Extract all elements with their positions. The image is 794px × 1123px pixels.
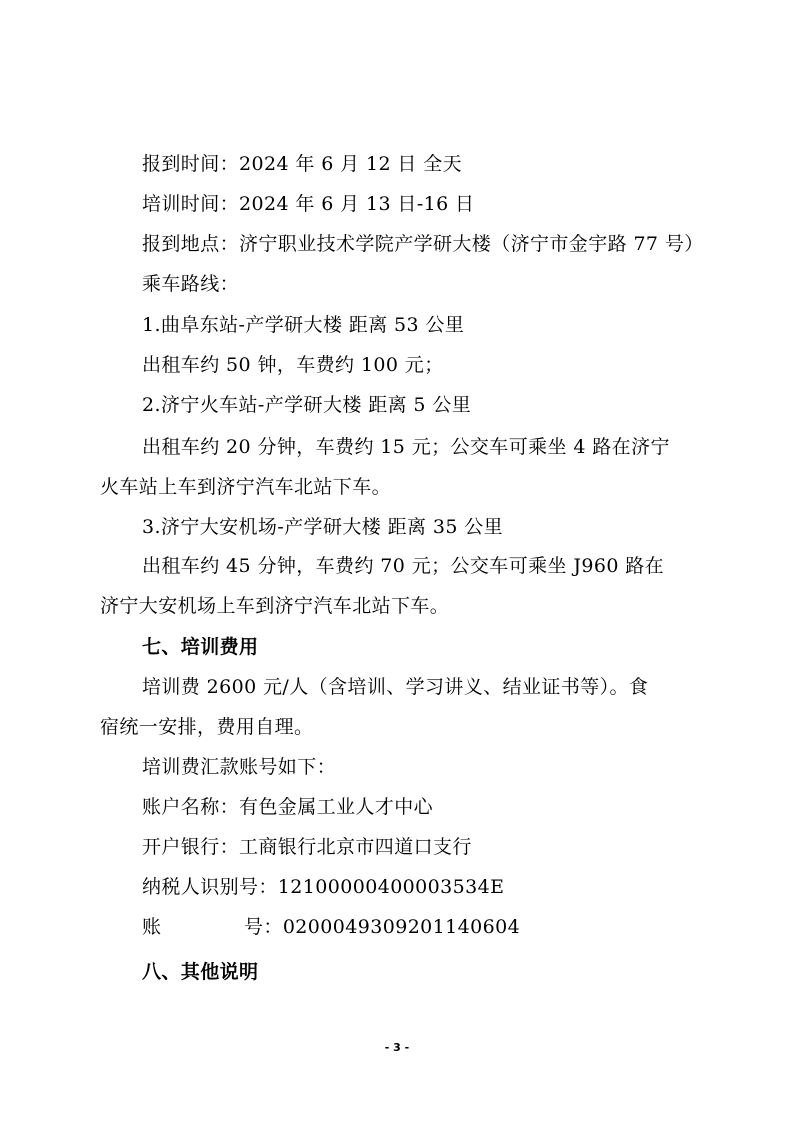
bank-name: 开户银行：工商银行北京市四道口支行 [142,836,472,858]
route-3-detail-line-2: 济宁大安机场上车到济宁汽车北站下车。 [100,595,450,617]
account-label-part-b: 号： [244,916,283,938]
account-name: 账户名称：有色金属工业人才中心 [142,796,434,818]
training-time: 培训时间：2024 年 6 月 13 日-16 日 [142,193,475,215]
account-number: 0200049309201140604 [282,916,521,938]
account-label-part-a: 账 [142,916,162,938]
registration-location: 报到地点：济宁职业技术学院产学研大楼（济宁市金宇路 77 号） [142,233,704,255]
route-1-detail: 出租车约 50 钟，车费约 100 元； [142,354,444,376]
tax-id: 纳税人识别号：12100000400003534E [142,876,505,898]
route-2-title: 2.济宁火车站-产学研大楼 距离 5 公里 [142,394,472,416]
route-title: 乘车路线： [142,273,240,295]
route-1-title: 1.曲阜东站-产学研大楼 距离 53 公里 [142,314,465,336]
training-fee-line-1: 培训费 2600 元/人（含培训、学习讲义、结业证书等）。食 [142,676,649,698]
route-3-title: 3.济宁大安机场-产学研大楼 距离 35 公里 [142,516,504,538]
page-number: - 3 - [384,1041,410,1054]
training-fee-line-2: 宿统一安排，费用自理。 [100,716,314,738]
route-2-detail-line-1: 出租车约 20 分钟，车费约 15 元；公交车可乘坐 4 路在济宁 [142,436,670,458]
registration-time: 报到时间：2024 年 6 月 12 日 全天 [142,153,463,175]
route-2-detail-line-2: 火车站上车到济宁汽车北站下车。 [100,476,392,498]
section-8-heading: 八、其他说明 [142,961,259,983]
section-7-heading: 七、培训费用 [142,636,259,658]
account-intro: 培训费汇款账号如下： [142,756,337,778]
route-3-detail-line-1: 出租车约 45 分钟，车费约 70 元；公交车可乘坐 J960 路在 [142,555,665,577]
account-number-row [142,914,742,940]
